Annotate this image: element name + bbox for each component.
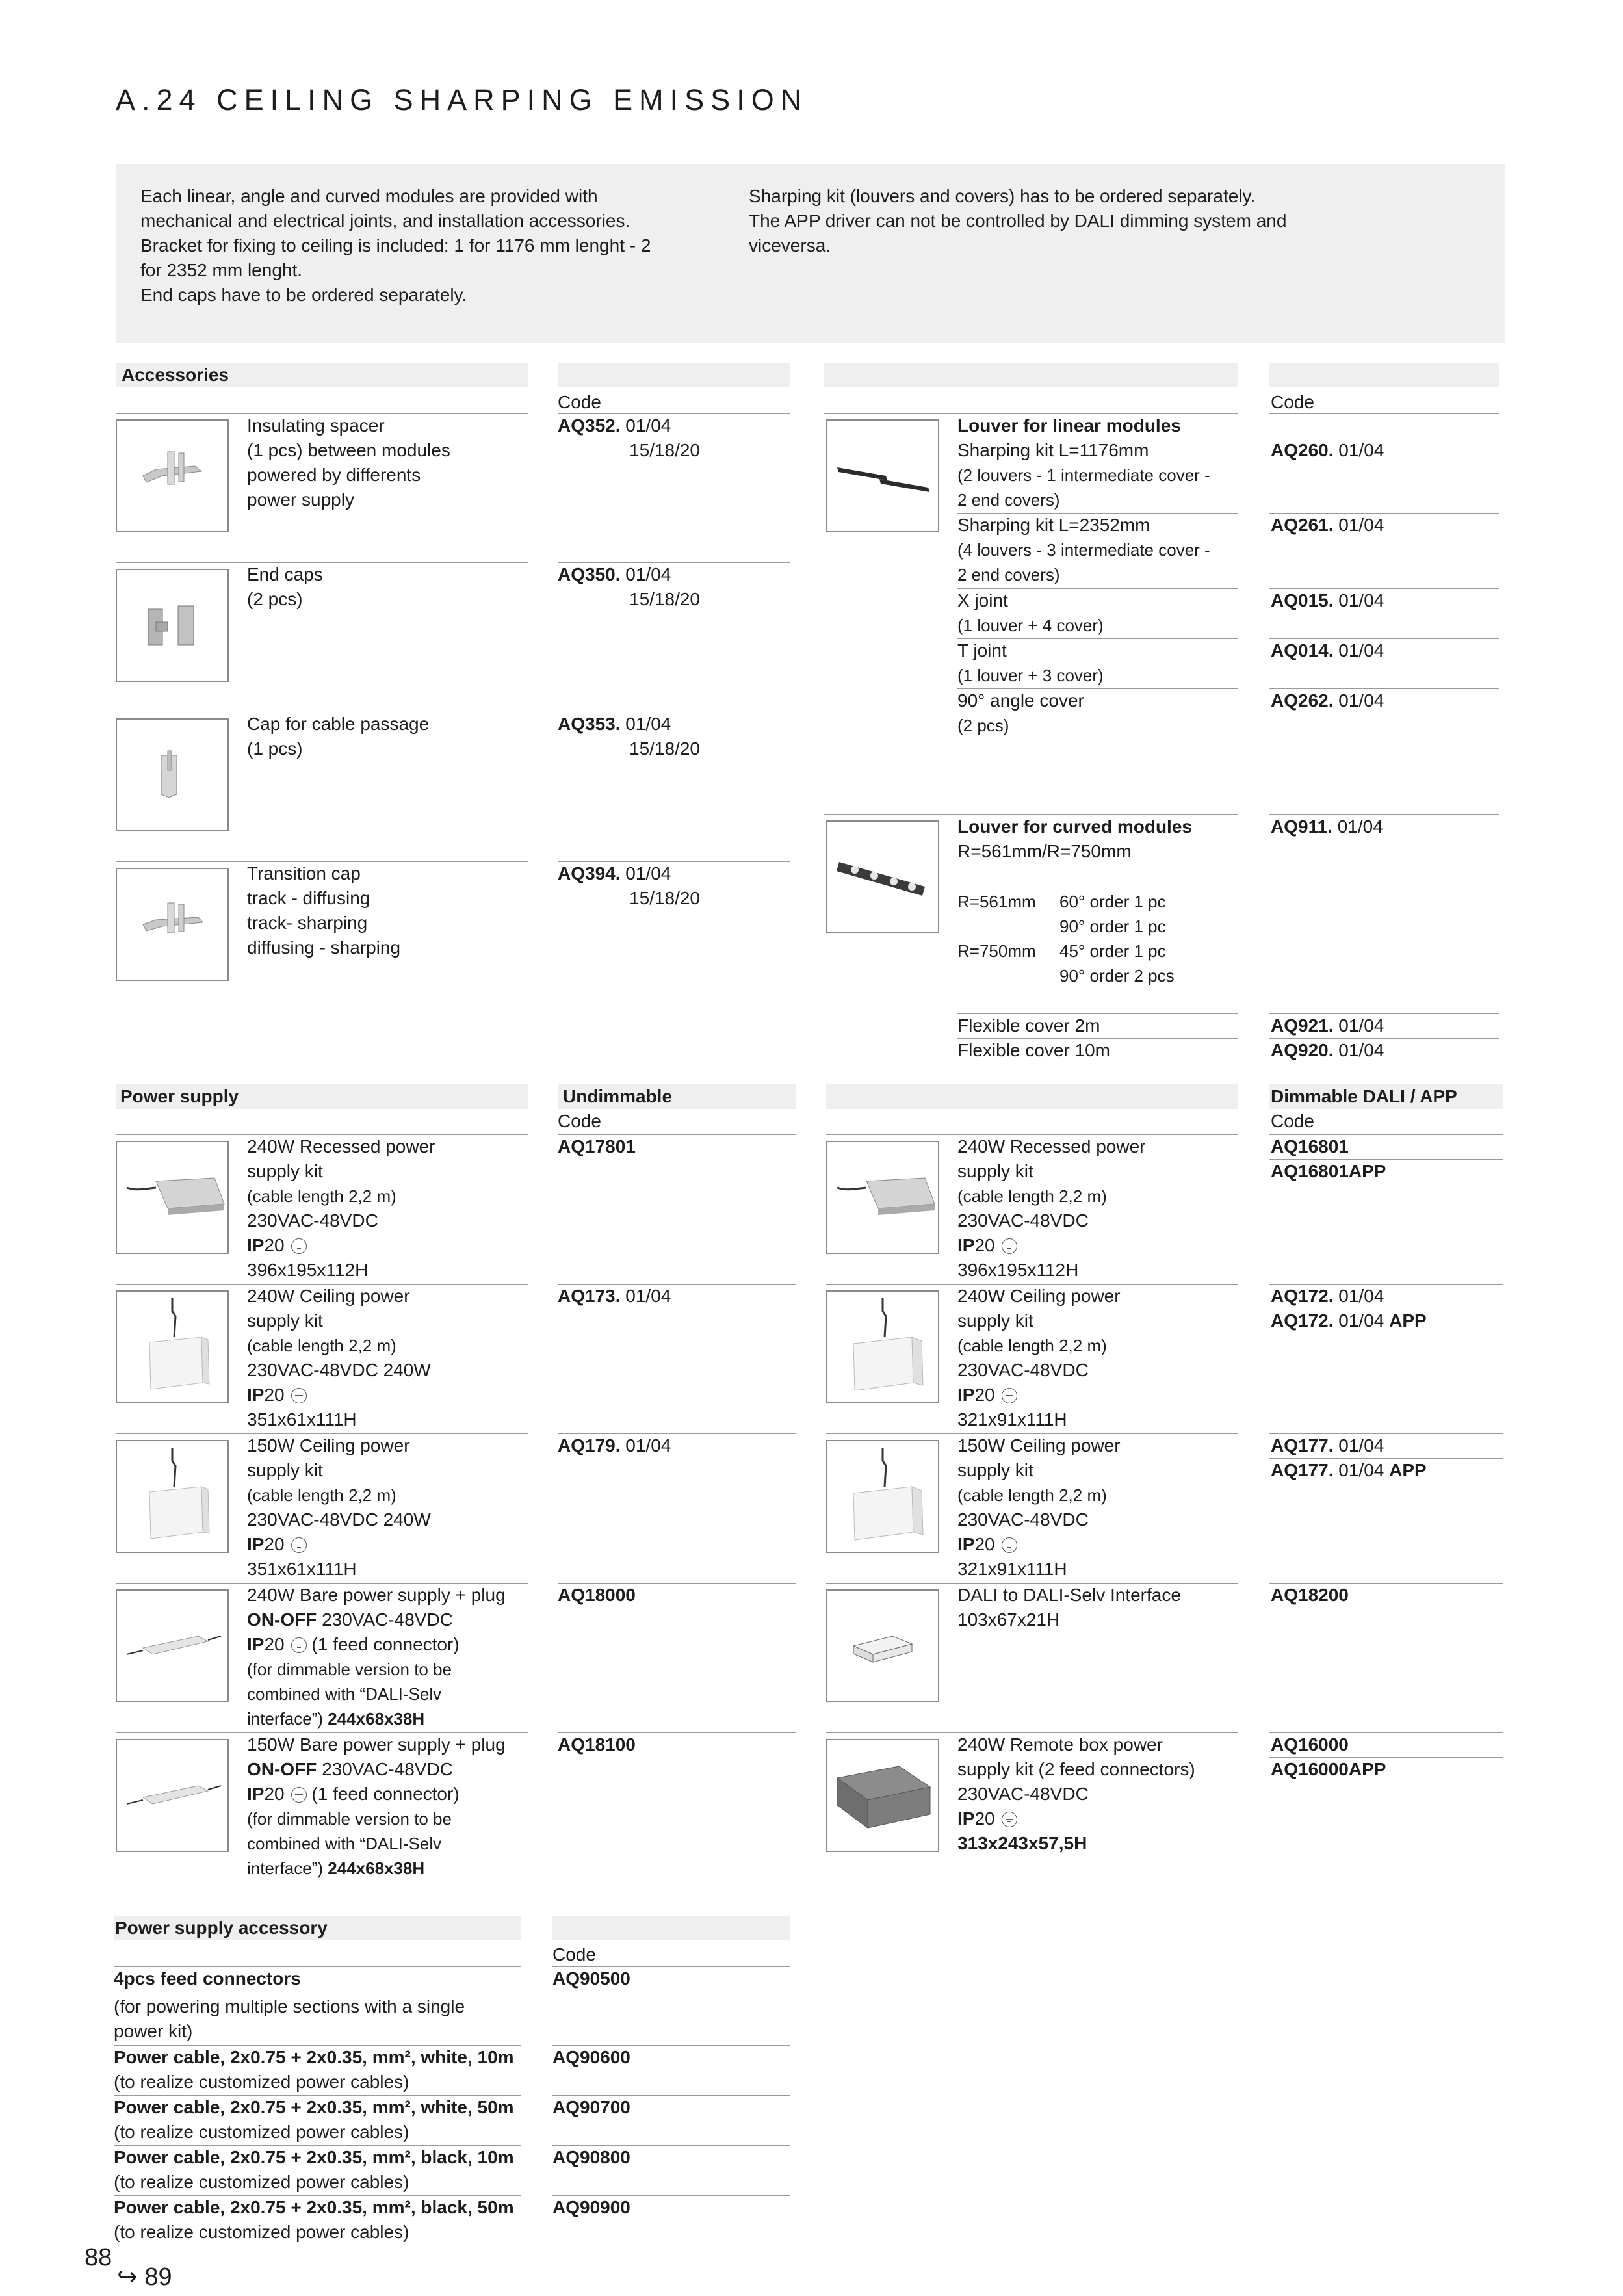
- accessory-name: Insulating spacer: [247, 415, 385, 436]
- ip-label: IP: [247, 1235, 265, 1255]
- louver-finish: 01/04: [1338, 640, 1384, 660]
- ip-value: 20: [264, 1634, 285, 1654]
- ip-rating: [957, 1807, 1017, 1831]
- bare-supply-onoff: ON-OFF: [247, 1610, 317, 1630]
- louver-header-bar: [824, 363, 1238, 387]
- accessories-code-bar: [558, 363, 790, 387]
- psa-code-bar: [552, 1916, 790, 1940]
- remote-box-thumbnail: [826, 1739, 939, 1852]
- power-supply-code: AQ173.: [558, 1286, 621, 1306]
- louver-code: AQ262.: [1271, 690, 1334, 711]
- bare-supply-note: combined with “DALI-Selv: [247, 1834, 442, 1853]
- curved-order: 90° order 1 pc: [1059, 917, 1166, 936]
- ground-icon: [1002, 1537, 1017, 1553]
- power-supply-header: Power supply: [120, 1086, 239, 1106]
- curved-louver-code: AQ911.: [1271, 816, 1332, 837]
- power-supply-title: 240W Recessed power: [957, 1136, 1146, 1156]
- bare-supply-feed: (1 feed connector): [311, 1634, 460, 1654]
- ground-icon: [1002, 1238, 1017, 1254]
- ip-label: IP: [957, 1534, 975, 1554]
- psa-item-desc: power kit): [114, 2021, 193, 2041]
- power-supply-title: 150W Ceiling power: [247, 1435, 410, 1455]
- ceiling-power-supply-thumbnail: [826, 1290, 939, 1403]
- accessory-finish: 01/04: [625, 714, 671, 734]
- psa-item-desc: (to realize customized power cables): [114, 2122, 409, 2142]
- app-label: APP: [1389, 1311, 1427, 1331]
- linear-louver-title: Louver for linear modules: [957, 415, 1181, 436]
- ground-icon: [291, 1388, 307, 1403]
- ip-rating: [247, 1632, 460, 1657]
- power-supply-dims: 351x61x111H: [247, 1409, 357, 1429]
- power-supply-voltage: 230VAC-48VDC: [957, 1210, 1089, 1231]
- bare-supply-note: (for dimmable version to be: [247, 1809, 452, 1829]
- intro-right-text: Sharping kit (louvers and covers) has to be ordered separately. The APP driver can not be controlled by DALI dimming system and viceversa.: [749, 186, 1287, 255]
- power-supply-cable: (cable length 2,2 m): [957, 1186, 1107, 1206]
- bare-supply-onoff: ON-OFF: [247, 1759, 317, 1779]
- power-supply-title: 240W Ceiling power: [247, 1286, 410, 1306]
- louver-kit-name: Sharping kit L=2352mm: [957, 515, 1150, 535]
- psa-item-desc: (for powering multiple sections with a single: [114, 1996, 465, 2016]
- power-supply-cable: (cable length 2,2 m): [247, 1485, 396, 1505]
- linear-louver-thumbnail: [826, 419, 939, 532]
- psa-item-name: Power cable, 2x0.75 + 2x0.35, mm², black, 10m: [114, 2147, 514, 2167]
- ip-label: IP: [957, 1808, 975, 1829]
- ground-icon: [291, 1537, 307, 1553]
- dimmable-code: AQ172.: [1271, 1311, 1334, 1331]
- dali-interface-icon: [827, 1591, 938, 1701]
- psa-item-name: Power cable, 2x0.75 + 2x0.35, mm², white, 10m: [114, 2047, 514, 2067]
- ip-rating: [957, 1233, 1017, 1258]
- dimmable-finish: 01/04: [1338, 1460, 1384, 1480]
- ip-label: IP: [247, 1634, 265, 1654]
- bare-power-supply-thumbnail: [116, 1739, 229, 1852]
- louver-finish: 01/04: [1338, 590, 1384, 610]
- page-number: 88: [84, 2244, 112, 2271]
- accessory-code-line: [558, 562, 671, 587]
- power-supply-cable: (cable length 2,2 m): [957, 1336, 1107, 1355]
- accessory-code: AQ353.: [558, 714, 621, 734]
- bare-power-supply-thumbnail: [116, 1589, 229, 1702]
- curved-order: 60° order 1 pc: [1059, 892, 1166, 911]
- accessory-code: AQ352.: [558, 415, 621, 436]
- power-supply-code: AQ17801: [558, 1136, 636, 1156]
- accessories-code-label: Code: [558, 392, 601, 412]
- ip-rating: [247, 1383, 307, 1407]
- recessed-power-supply-thumbnail: [826, 1141, 939, 1254]
- flexible-cover-finish: 01/04: [1338, 1040, 1384, 1060]
- recessed-power-supply-icon: [827, 1142, 938, 1253]
- psa-item-desc: (to realize customized power cables): [114, 2072, 409, 2092]
- curved-louver-finish: 01/04: [1337, 816, 1383, 837]
- ground-icon: [1002, 1388, 1017, 1403]
- accessory-name: Transition cap: [247, 863, 361, 883]
- psa-item-code: AQ90700: [552, 2097, 630, 2117]
- dimmable-code-app: AQ16801APP: [1271, 1161, 1386, 1181]
- accessory-code-line: [558, 861, 671, 886]
- dali-interface-thumbnail: [826, 1589, 939, 1702]
- louver-finish: 01/04: [1338, 690, 1384, 711]
- power-supply-cable: (cable length 2,2 m): [247, 1186, 396, 1206]
- psa-item-code: AQ90500: [552, 1968, 630, 1989]
- bare-supply-voltage: 230VAC-48VDC: [322, 1759, 453, 1779]
- accessory-finish-alt: 15/18/20: [629, 888, 700, 908]
- flexible-cover-name: Flexible cover 2m: [957, 1015, 1100, 1036]
- insulating-spacer-thumbnail: [116, 419, 229, 532]
- curved-louver-thumbnail: [826, 820, 939, 933]
- power-supply-title: supply kit: [957, 1311, 1033, 1331]
- ip-value: 20: [974, 1385, 995, 1405]
- dali-interface-title: DALI to DALI-Selv Interface: [957, 1585, 1181, 1605]
- louver-kit-desc: (2 pcs): [957, 716, 1009, 735]
- louver-kit-desc: 2 end covers): [957, 490, 1060, 510]
- bare-supply-code: AQ18100: [558, 1734, 636, 1755]
- psa-header: Power supply accessory: [115, 1918, 328, 1938]
- accessory-desc: (1 pcs) between modules: [247, 440, 450, 460]
- flexible-cover-name: Flexible cover 10m: [957, 1040, 1110, 1060]
- transition-cap-thumbnail: [116, 868, 229, 981]
- psa-item-name: 4pcs feed connectors: [114, 1968, 301, 1989]
- accessory-finish-alt: 15/18/20: [629, 589, 700, 609]
- ground-icon: [291, 1238, 307, 1254]
- louver-kit-desc: (1 louver + 3 cover): [957, 666, 1104, 685]
- power-supply-title: supply kit: [957, 1460, 1033, 1480]
- bare-supply-note: interface”): [247, 1859, 324, 1878]
- louver-kit-desc: (1 louver + 4 cover): [957, 616, 1104, 635]
- power-supply-title: 150W Ceiling power: [957, 1435, 1121, 1455]
- bare-supply-title: 240W Bare power supply + plug: [247, 1585, 506, 1605]
- power-supply-voltage: 230VAC-48VDC: [247, 1210, 378, 1231]
- ceiling-power-supply-thumbnail: [826, 1440, 939, 1553]
- dimmable-finish: 01/04: [1338, 1311, 1384, 1331]
- end-caps-thumbnail: [116, 569, 229, 682]
- ground-icon: [291, 1787, 307, 1803]
- ceiling-power-supply-icon: [827, 1441, 938, 1552]
- undimmable-code-label: Code: [558, 1111, 601, 1131]
- ip-value: 20: [974, 1808, 995, 1829]
- power-supply-voltage: 230VAC-48VDC: [957, 1360, 1089, 1380]
- bare-supply-dims: 244x68x38H: [328, 1859, 425, 1878]
- ip-label: IP: [957, 1385, 975, 1405]
- bare-supply-note: interface”): [247, 1709, 324, 1729]
- accessory-desc: power supply: [247, 489, 354, 510]
- accessory-code-line: [558, 413, 671, 438]
- louver-kit-desc: 2 end covers): [957, 565, 1060, 584]
- bare-supply-feed: (1 feed connector): [311, 1784, 460, 1804]
- end-caps-icon: [117, 570, 227, 681]
- dimmable-code: AQ177.: [1271, 1460, 1334, 1480]
- ip-label: IP: [247, 1784, 265, 1804]
- ip-label: IP: [957, 1235, 975, 1255]
- app-label: APP: [1389, 1460, 1427, 1480]
- psa-item-name: Power cable, 2x0.75 + 2x0.35, mm², white, 50m: [114, 2097, 514, 2117]
- ip-rating: [247, 1233, 307, 1258]
- power-supply-title: 240W Recessed power: [247, 1136, 435, 1156]
- louver-kit-desc: (2 louvers - 1 intermediate cover -: [957, 465, 1210, 485]
- louver-code: AQ261.: [1271, 515, 1334, 535]
- flexible-cover-finish: 01/04: [1338, 1015, 1384, 1036]
- bare-supply-dims: 244x68x38H: [328, 1709, 425, 1729]
- curved-radius: R=561mm: [957, 892, 1036, 911]
- power-supply-finish: 01/04: [625, 1286, 671, 1306]
- power-supply-voltage: 230VAC-48VDC: [957, 1509, 1089, 1530]
- dimmable-code: AQ16801: [1271, 1136, 1349, 1156]
- dimmable-code-label: Code: [1271, 1111, 1314, 1131]
- next-page-number: 89: [144, 2263, 172, 2291]
- power-supply-dims: 396x195x112H: [247, 1260, 369, 1280]
- accessory-finish: 01/04: [625, 564, 671, 584]
- bare-supply-code: AQ18000: [558, 1585, 636, 1605]
- louver-code-bar: [1269, 363, 1499, 387]
- arrow-return-icon: ↪: [117, 2263, 138, 2291]
- curved-louver-icon: [827, 822, 938, 932]
- insulating-spacer-icon: [117, 421, 227, 531]
- ip-rating: [247, 1782, 460, 1807]
- ceiling-power-supply-thumbnail: [116, 1290, 229, 1403]
- power-supply-title: supply kit: [247, 1161, 323, 1181]
- accessory-finish: 01/04: [625, 863, 671, 883]
- psa-item-code: AQ90600: [552, 2047, 630, 2067]
- page-title: A.24 CEILING SHARPING EMISSION: [116, 83, 809, 116]
- ip-label: IP: [247, 1534, 265, 1554]
- bare-supply-voltage: 230VAC-48VDC: [322, 1610, 453, 1630]
- accessory-desc: (2 pcs): [247, 589, 303, 609]
- bare-supply-note: combined with “DALI-Selv: [247, 1684, 442, 1704]
- ceiling-power-supply-icon: [117, 1441, 227, 1552]
- next-page-link[interactable]: [117, 2263, 172, 2291]
- curved-order: 90° order 2 pcs: [1059, 966, 1175, 985]
- accessory-code: AQ394.: [558, 863, 621, 883]
- power-supply-dims: 351x61x111H: [247, 1559, 357, 1579]
- dimmable-left-bar: [826, 1084, 1238, 1109]
- power-supply-voltage: 230VAC-48VDC 240W: [247, 1509, 431, 1530]
- power-supply-finish: 01/04: [625, 1435, 671, 1455]
- bare-power-supply-icon: [117, 1591, 227, 1701]
- louver-kit-desc: (4 louvers - 3 intermediate cover -: [957, 540, 1210, 560]
- ip-value: 20: [264, 1784, 285, 1804]
- psa-item-desc: (to realize customized power cables): [114, 2222, 409, 2242]
- remote-box-title: supply kit (2 feed connectors): [957, 1759, 1195, 1779]
- bare-supply-title: 150W Bare power supply + plug: [247, 1734, 506, 1755]
- transition-cap-icon: [117, 869, 227, 980]
- accessory-desc: track - diffusing: [247, 888, 370, 908]
- dimmable-finish: 01/04: [1338, 1286, 1384, 1306]
- ip-rating: [247, 1532, 307, 1557]
- psa-item-code: AQ90900: [552, 2197, 630, 2217]
- ip-value: 20: [974, 1534, 995, 1554]
- remote-box-title: 240W Remote box power: [957, 1734, 1163, 1755]
- power-supply-title: supply kit: [247, 1460, 323, 1480]
- power-supply-dims: 396x195x112H: [957, 1260, 1079, 1280]
- ceiling-power-supply-icon: [117, 1292, 227, 1402]
- bare-supply-note: (for dimmable version to be: [247, 1660, 452, 1679]
- remote-box-code-app: AQ16000APP: [1271, 1759, 1386, 1779]
- dali-interface-dims: 103x67x21H: [957, 1610, 1060, 1630]
- power-supply-cable: (cable length 2,2 m): [957, 1485, 1107, 1505]
- accessory-desc: diffusing - sharping: [247, 937, 401, 958]
- dali-interface-code: AQ18200: [1271, 1585, 1349, 1605]
- accessory-name: Cap for cable passage: [247, 714, 430, 734]
- ip-value: 20: [264, 1534, 285, 1554]
- curved-louver-subtitle: R=561mm/R=750mm: [957, 841, 1132, 861]
- louver-finish: 01/04: [1338, 440, 1384, 460]
- dimmable-finish: 01/04: [1338, 1435, 1384, 1455]
- accessory-code-line: [558, 712, 671, 737]
- power-supply-dims: 321x91x111H: [957, 1409, 1067, 1429]
- power-supply-title: 240W Ceiling power: [957, 1286, 1121, 1306]
- curved-louver-title: Louver for curved modules: [957, 816, 1192, 837]
- accessory-desc: (1 pcs): [247, 738, 303, 759]
- ip-value: 20: [974, 1235, 995, 1255]
- power-supply-title: supply kit: [247, 1311, 323, 1331]
- accessory-finish: 01/04: [625, 415, 671, 436]
- undimmable-header: Undimmable: [563, 1086, 673, 1106]
- curved-order: 45° order 1 pc: [1059, 941, 1166, 961]
- power-supply-dims: 321x91x111H: [957, 1559, 1067, 1579]
- accessory-desc: track- sharping: [247, 913, 368, 933]
- accessory-name: End caps: [247, 564, 323, 584]
- louver-kit-name: T joint: [957, 640, 1007, 660]
- flexible-cover-code: AQ921.: [1271, 1015, 1334, 1036]
- accessory-code: AQ350.: [558, 564, 621, 584]
- dimmable-code: AQ172.: [1271, 1286, 1334, 1306]
- recessed-power-supply-thumbnail: [116, 1141, 229, 1254]
- louver-kit-name: Sharping kit L=1176mm: [957, 440, 1149, 460]
- ceiling-power-supply-thumbnail: [116, 1440, 229, 1553]
- remote-box-dims: 313x243x57,5H: [957, 1833, 1087, 1853]
- power-supply-cable: (cable length 2,2 m): [247, 1336, 396, 1355]
- accessory-finish-alt: 15/18/20: [629, 738, 700, 759]
- linear-louver-icon: [827, 421, 938, 531]
- dimmable-code: AQ177.: [1271, 1435, 1334, 1455]
- psa-item-desc: (to realize customized power cables): [114, 2172, 409, 2192]
- recessed-power-supply-icon: [117, 1142, 227, 1253]
- ip-value: 20: [264, 1235, 285, 1255]
- rule: [1269, 413, 1499, 414]
- ip-rating: [957, 1383, 1017, 1407]
- ceiling-power-supply-icon: [827, 1292, 938, 1402]
- ground-icon: [291, 1637, 307, 1653]
- power-supply-voltage: 230VAC-48VDC 240W: [247, 1360, 431, 1380]
- accessories-header: Accessories: [122, 365, 229, 385]
- psa-item-name: Power cable, 2x0.75 + 2x0.35, mm², black, 50m: [114, 2197, 514, 2217]
- cable-passage-cap-thumbnail: [116, 718, 229, 831]
- remote-box-icon: [827, 1740, 938, 1851]
- power-supply-title: supply kit: [957, 1161, 1033, 1181]
- accessory-finish-alt: 15/18/20: [629, 440, 700, 460]
- psa-code-label: Code: [552, 1944, 596, 1964]
- louver-kit-name: X joint: [957, 590, 1008, 610]
- ip-value: 20: [264, 1385, 285, 1405]
- cable-passage-cap-icon: [117, 720, 227, 830]
- remote-box-voltage: 230VAC-48VDC: [957, 1784, 1089, 1804]
- ip-label: IP: [247, 1385, 265, 1405]
- bare-power-supply-icon: [117, 1740, 227, 1851]
- louver-kit-name: 90° angle cover: [957, 690, 1084, 711]
- flexible-cover-code: AQ920.: [1271, 1040, 1334, 1060]
- remote-box-code: AQ16000: [1271, 1734, 1349, 1755]
- louver-code: AQ014.: [1271, 640, 1334, 660]
- accessory-desc: powered by differents: [247, 465, 421, 485]
- ip-rating: [957, 1532, 1017, 1557]
- ground-icon: [1002, 1812, 1017, 1827]
- intro-left-text: Each linear, angle and curved modules are provided with mechanical and electrical joints, and installation accessories. Bracket for fixing to ceiling is included: 1 for 1176 mm lenght - 2 for 2352 mm lenght. End caps have to be ordered separately.: [140, 186, 651, 305]
- louver-code: AQ260.: [1271, 440, 1334, 460]
- curved-radius: R=750mm: [957, 941, 1036, 961]
- power-supply-code: AQ179.: [558, 1435, 621, 1455]
- psa-item-code: AQ90800: [552, 2147, 630, 2167]
- louver-code-label: Code: [1271, 392, 1314, 412]
- louver-finish: 01/04: [1338, 515, 1384, 535]
- dimmable-header: Dimmable DALI / APP: [1271, 1086, 1457, 1106]
- louver-code: AQ015.: [1271, 590, 1334, 610]
